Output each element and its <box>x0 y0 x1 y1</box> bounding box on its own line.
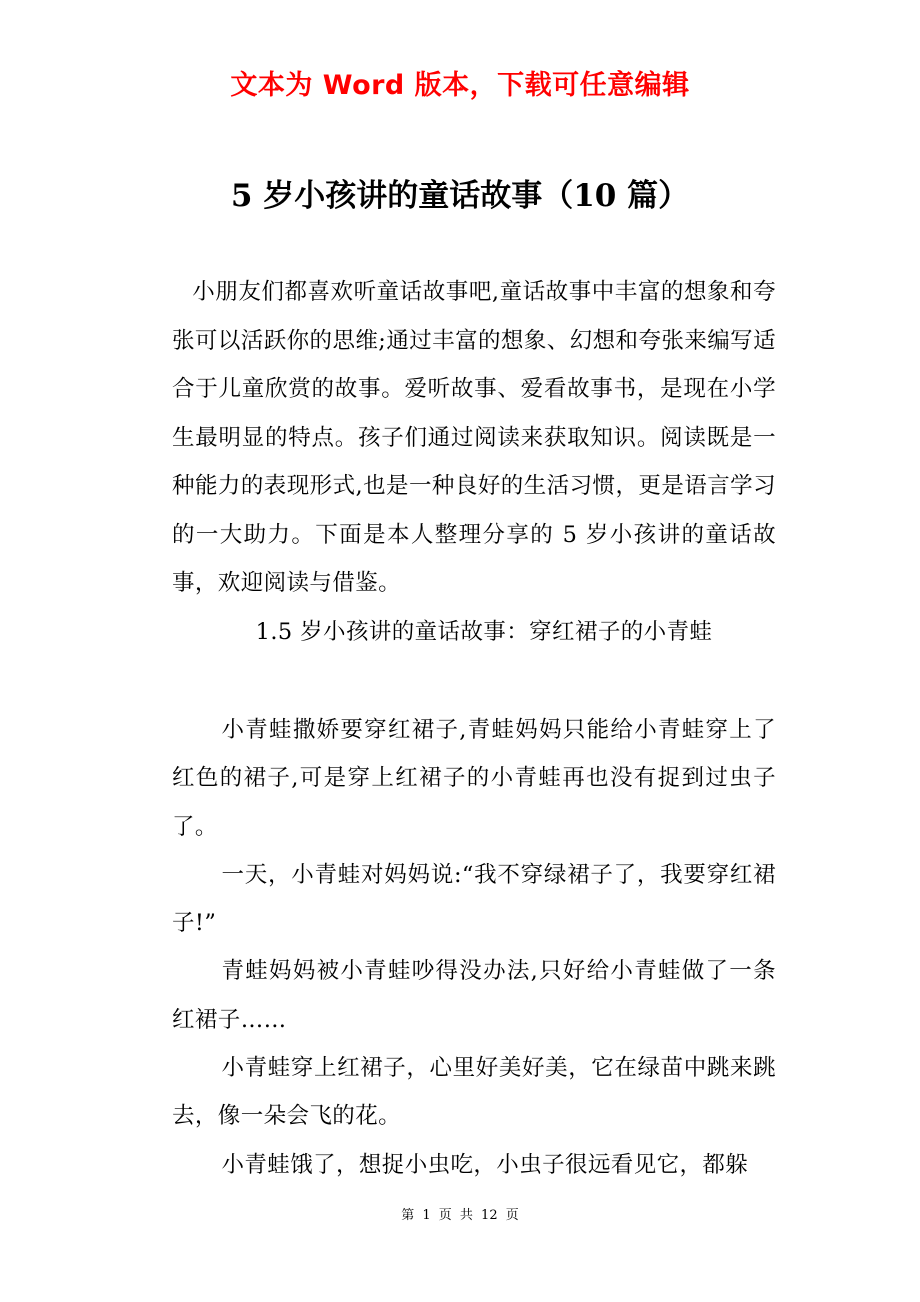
page-number-footer: 第 1 页 共 12 页 <box>401 1208 519 1223</box>
word-version-banner: 文本为 Word 版本，下载可任意编辑 <box>230 70 690 101</box>
intro-paragraph: 小朋友们都喜欢听童话故事吧,童话故事中丰富的想象和夸张可以活跃你的思维;通过丰富的想象、幻想和夸张来编写适合于儿童欣赏的故事。爱听故事、爱看故事书，是现在小学生最明显的特点。孩子们通过阅读来获取知识。阅读既是一种能力的表现形式,也是一种良好的生活习惯，更是语言学习的一大助力。下面是本人整理分享的 5 岁小孩讲的童话故事，欢迎阅读与借鉴。 <box>172 279 776 596</box>
document-body <box>172 268 776 1189</box>
story-paragraph: 小青蛙撒娇要穿红裙子,青蛙妈妈只能给小青蛙穿上了红色的裙子,可是穿上红裙子的小青蛙再也没有捉到过虫子了。 <box>172 717 776 840</box>
section-heading: 1.5 岁小孩讲的童话故事：穿红裙子的小青蛙 <box>255 618 713 645</box>
story-paragraph: 小青蛙饿了，想捉小虫吃，小虫子很远看见它，都躲 <box>221 1151 749 1178</box>
story-text <box>172 706 776 1189</box>
story-paragraph: 一天，小青蛙对妈妈说:“我不穿绿裙子了，我要穿红裙子!” <box>172 861 776 937</box>
document-title: 5 岁小孩讲的童话故事（10 篇） <box>230 178 690 214</box>
story-paragraph: 小青蛙穿上红裙子，心里好美好美，它在绿苗中跳来跳去，像一朵会飞的花。 <box>172 1055 776 1130</box>
story-paragraph: 青蛙妈妈被小青蛙吵得没办法,只好给小青蛙做了一条红裙子…… <box>172 958 776 1033</box>
